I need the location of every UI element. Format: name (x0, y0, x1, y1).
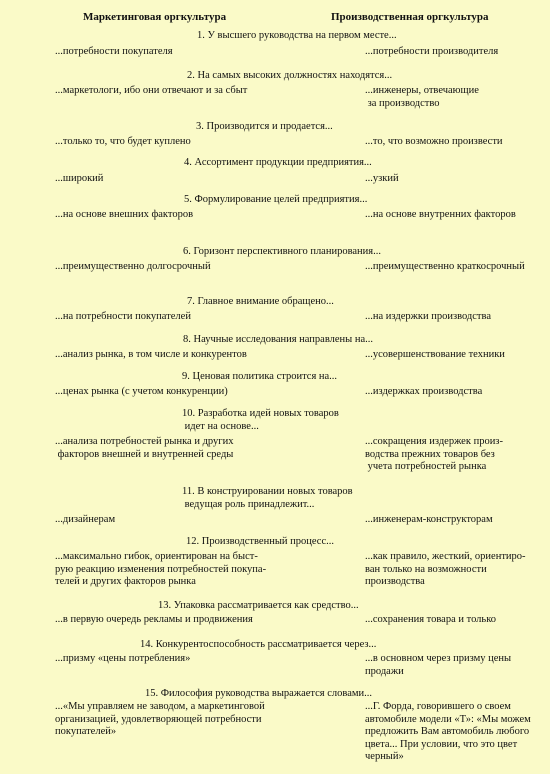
item-production-answer: ...как правило, жесткий, ориентиро- ван только на возможности производства (365, 551, 526, 587)
item-marketing-answer: ...дизайнерам (55, 514, 116, 525)
item-production-answer: ...издержках производства (365, 386, 483, 397)
item-question: 5. Формулирование целей предприятия... (184, 194, 368, 205)
item-marketing-answer: ...маркетологи, ибо они отвечают и за сбыт (55, 85, 248, 96)
item-production-answer: ...узкий (365, 173, 399, 184)
item-question: 7. Главное внимание обращено... (187, 296, 334, 307)
item-production-answer: ...потребности производителя (365, 46, 499, 57)
item-production-answer: ...на основе внутренних факторов (365, 209, 516, 220)
item-marketing-answer: ...потребности покупателя (55, 46, 173, 57)
item-marketing-answer: ...широкий (55, 173, 104, 184)
item-marketing-answer: ...на потребности покупателей (55, 311, 191, 322)
item-production-answer: ...Г. Форда, говорившего о своем автомобиле модели «Т»: «Мы можем предложить Вам автомобиль любого цвета... При условии, что это цвет черный» (365, 701, 531, 762)
item-production-answer: ...сохранения товара и только (365, 614, 497, 625)
item-production-answer: ...сокращения издержек произ- водства прежних товаров без учета потребностей рынка (365, 436, 503, 472)
item-question: 8. Научные исследования направлены на... (183, 334, 374, 345)
item-marketing-answer: ...анализа потребностей рынка и других факторов внешней и внутренней среды (55, 436, 234, 460)
item-marketing-answer: ...анализ рынка, в том числе и конкурентов (55, 349, 247, 360)
item-question: 1. У высшего руководства на первом месте... (197, 30, 397, 41)
item-marketing-answer: ...в первую очередь рекламы и продвижения (55, 614, 253, 625)
item-question: 2. На самых высоких должностях находятся... (187, 70, 393, 81)
item-question: 4. Ассортимент продукции предприятия... (184, 157, 372, 168)
item-production-answer: ...в основном через призму цены продажи (365, 653, 512, 677)
item-production-answer: ...усовершенствование техники (365, 349, 505, 360)
item-marketing-answer: ...ценах рынка (с учетом конкуренции) (55, 386, 228, 397)
item-question: 3. Производится и продается... (196, 121, 333, 132)
item-marketing-answer: ...максимально гибок, ориентирован на быст- рую реакцию изменения потребностей покупа- телей и других факторов рынка (55, 551, 267, 587)
item-question: 11. В конструировании новых товаров ведущая роль принадлежит... (182, 486, 353, 510)
item-question: 6. Горизонт перспективного планирования... (183, 246, 382, 257)
item-marketing-answer: ...преимущественно долгосрочный (55, 261, 211, 272)
item-production-answer: ...то, что возможно произвести (365, 136, 503, 147)
item-question: 9. Ценовая политика строится на... (182, 371, 338, 382)
item-question: 10. Разработка идей новых товаров идет на основе... (182, 408, 339, 432)
column-header-marketing: Маркетинговая оргкультура (83, 11, 227, 23)
item-production-answer: ...инженеры, отвечающие за производство (365, 85, 479, 109)
item-production-answer: ...на издержки производства (365, 311, 491, 322)
item-production-answer: ...преимущественно краткосрочный (365, 261, 525, 272)
item-question: 13. Упаковка рассматривается как средство... (158, 600, 359, 611)
item-production-answer: ...инженерам-конструкторам (365, 514, 493, 525)
item-marketing-answer: ...только то, что будет куплено (55, 136, 191, 147)
item-question: 12. Производственный процесс... (186, 536, 334, 547)
item-marketing-answer: ...на основе внешних факторов (55, 209, 194, 220)
item-marketing-answer: ...«Мы управляем не заводом, а маркетинговой организацией, удовлетворяющей потребности покупателей» (55, 701, 265, 737)
item-question: 15. Философия руководства выражается словами... (145, 688, 373, 699)
column-header-production: Производственная оргкультура (331, 11, 489, 23)
item-question: 14. Конкурентоспособность рассматривается через... (140, 639, 377, 650)
item-marketing-answer: ...призму «цены потребления» (55, 653, 191, 664)
